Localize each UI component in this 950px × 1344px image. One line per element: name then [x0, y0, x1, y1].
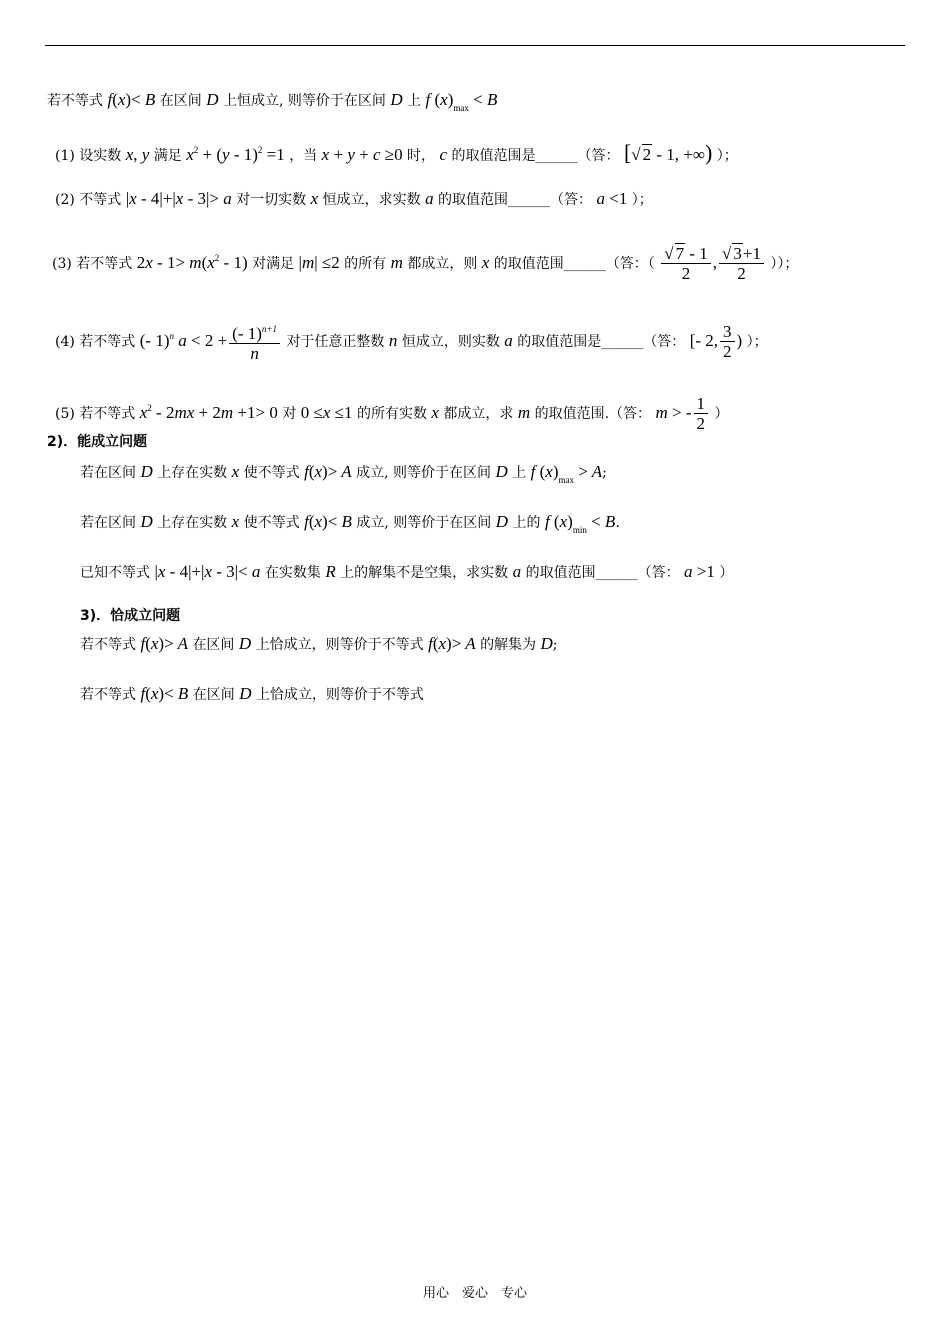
item-text: 的取值范围是______（答：: [451, 148, 620, 164]
item-text: 的取值范围______（答：（: [493, 255, 655, 272]
item-text: 恒成立，则实数: [401, 333, 500, 350]
math-D: D: [495, 512, 509, 531]
para-text: 若在区间: [80, 465, 136, 481]
item-text: 时，: [407, 148, 436, 164]
para-text: 成立, 则等价于在区间: [356, 465, 491, 481]
math-abs-ineq: |x - 4|+|x - 3|> a: [125, 189, 232, 208]
section-2-p3: [80, 562, 733, 583]
math-D: D: [238, 634, 252, 653]
para-text: 上存在实数: [157, 515, 228, 531]
math-fx-gt-A: f(x)> A: [428, 634, 476, 653]
math-fx-lt-B: f(x)< B: [107, 90, 156, 109]
para-text: 的取值范围______（答：: [525, 565, 680, 581]
section-2-heading: 2)．能成立问题: [47, 434, 148, 450]
item-text: 的所有: [344, 255, 387, 272]
math-range: 0 ≤x ≤1: [300, 402, 353, 422]
para-text: 已知不等式: [80, 565, 150, 581]
para-text: 上: [512, 465, 527, 481]
math-D: D: [206, 90, 219, 109]
math-x: x: [431, 402, 439, 422]
para-text: 成立, 则等价于在区间: [356, 515, 492, 531]
math-answer-1: [√ 2 - 1, +∞): [623, 140, 713, 165]
item-1: [55, 140, 738, 166]
section-3-heading: 3)．恰成立问题: [80, 608, 181, 624]
section-3-p1: 若不等式 f(x)> A 在区间 D 上恰成立，则等价于不等式 f(x)> A 的解集为 D;: [80, 634, 558, 653]
para-text: 在区间: [192, 687, 235, 703]
intro-text: 上恒成立, 则等价于在区间: [222, 93, 386, 109]
section-2-p2: 若在区间 D 上存在实数 x 使不等式 f(x)< B 成立, 则等价于在区间 D 上的 f $(x)_{min} < B$.: [80, 512, 620, 535]
math-a: a: [425, 189, 434, 208]
item-number: (5): [55, 405, 75, 422]
math-answer-4: [- 2, $\frac{3}{2}$ ): [689, 322, 743, 361]
item-text: ）；: [716, 148, 738, 164]
item-text: ）；: [746, 333, 768, 350]
math-x: x: [231, 462, 240, 481]
item-number: (3): [52, 255, 72, 272]
math-condition: x + y + c ≥0: [321, 145, 403, 164]
item-text: 的取值范围______（答：: [438, 192, 593, 208]
math-answer-2: a <1: [596, 189, 628, 208]
para-text: 若不等式: [80, 687, 136, 703]
item-text: ）；: [631, 192, 653, 208]
item-text: 若不等式: [79, 405, 136, 422]
math-xy: x, y: [125, 145, 150, 164]
math-x: x: [231, 512, 240, 531]
item-text: 对于任意正整数: [286, 333, 385, 350]
item-text: 的所有实数: [356, 405, 427, 422]
item-text: 若不等式: [79, 333, 136, 350]
math-fmin-lt-B: f $(x)_{min} < B$: [544, 512, 616, 535]
section-2-p1: 若在区间 D 上存在实数 x 使不等式 f(x)> A 成立, 则等价于在区间 D 上 f $(x)_{max} > A$;: [80, 462, 607, 485]
section-3-p2: [80, 684, 424, 705]
page-footer: 用心 爱心 专心: [422, 1286, 527, 1301]
item-2: [55, 189, 653, 210]
intro-line: [47, 90, 497, 118]
item-number: (4): [55, 333, 75, 350]
para-text: 使不等式: [243, 515, 300, 531]
math-D: D: [540, 634, 553, 653]
math-ineq-3: $2x - 1> m(x^2 - 1)$: [136, 252, 248, 272]
item-text: 的取值范围.（答：: [534, 405, 652, 422]
para-text: 上的: [512, 515, 541, 531]
para-text: 在区间: [192, 637, 235, 653]
header-rule: [45, 45, 905, 46]
intro-text: 若不等式: [47, 93, 103, 109]
para-text: ）: [719, 565, 734, 581]
item-3: [52, 244, 798, 284]
para-text: 上恰成立，则等价于不等式: [255, 637, 424, 653]
item-text: ，当: [289, 148, 318, 164]
math-abs-m: |m| ≤2: [298, 252, 340, 272]
math-x: x: [481, 252, 490, 272]
math-D: D: [390, 90, 403, 109]
intro-text: 在区间: [159, 93, 202, 109]
math-ineq-4: (- 1)$^n$ a < 2 + $\frac{(- 1)^{n+1}}{n}$: [140, 331, 282, 350]
item-text: 恒成立，求实数: [322, 192, 421, 208]
item-text: 不等式: [79, 192, 122, 208]
item-text: 设实数: [79, 148, 122, 164]
math-abs-ineq: |x - 4|+|x - 3|< a: [154, 562, 261, 581]
intro-text: 上: [407, 93, 422, 109]
para-text: 上存在实数: [157, 465, 228, 481]
math-c: c: [439, 145, 448, 164]
math-m: m: [390, 252, 403, 272]
math-m: m: [517, 402, 531, 422]
math-D: D: [495, 462, 508, 481]
math-fx-lt-B: f(x)< B: [140, 684, 189, 703]
math-a: a: [504, 330, 513, 350]
math-fx-lt-B: f(x)< B: [304, 512, 352, 531]
math-fx-gt-A: f(x)> A: [304, 462, 352, 481]
math-R: R: [325, 562, 336, 581]
math-D: D: [140, 462, 153, 481]
para-text: 上恰成立，则等价于不等式: [255, 687, 424, 703]
math-answer-5: m > - $\frac{1}{2}$: [656, 403, 711, 422]
math-circle-eq: $x^2 + (y - 1)^2 =1$: [186, 145, 285, 164]
math-n: n: [388, 330, 398, 350]
item-text: 满足: [153, 148, 182, 164]
math-ineq-5: $x^2 - 2mx + 2m +1> 0$: [139, 402, 278, 422]
item-number: (1): [55, 148, 75, 164]
math-fmax-lt-B: f $(x)_{max} < B$: [425, 90, 498, 113]
para-text: 的解集为: [480, 637, 537, 653]
para-text: 在实数集: [264, 565, 321, 581]
math-x: x: [310, 189, 319, 208]
item-text: 对: [282, 405, 297, 422]
item-text: 的取值范围是______（答：: [517, 333, 686, 350]
math-D: D: [140, 512, 153, 531]
math-answer-s2: a >1: [684, 562, 715, 581]
item-text: 对一切实数: [236, 192, 307, 208]
math-fx-gt-A: f(x)> A: [140, 634, 188, 653]
math-a: a: [512, 562, 522, 581]
item-text: 若不等式: [76, 255, 133, 272]
item-text: 对满足: [252, 255, 295, 272]
para-text: 使不等式: [243, 465, 300, 481]
item-text: 都成立，则: [407, 255, 478, 272]
item-text: ））；: [770, 255, 799, 272]
item-text: 都成立，求: [443, 405, 514, 422]
math-fmax-gt-A: f $(x)_{max} > A$: [530, 462, 603, 485]
math-answer-3: $\frac{√ 7 - 1}{2}$ , $\frac{√ 3+1}{2}$: [659, 253, 766, 272]
item-4: [55, 320, 768, 364]
item-number: (2): [55, 192, 75, 208]
para-text: 若不等式: [80, 637, 136, 653]
math-D: D: [239, 684, 252, 703]
item-text: ）: [714, 405, 729, 422]
para-text: 上的解集不是空集，求实数: [340, 565, 509, 581]
para-text: 若在区间: [80, 515, 136, 531]
item-5: [55, 394, 728, 434]
